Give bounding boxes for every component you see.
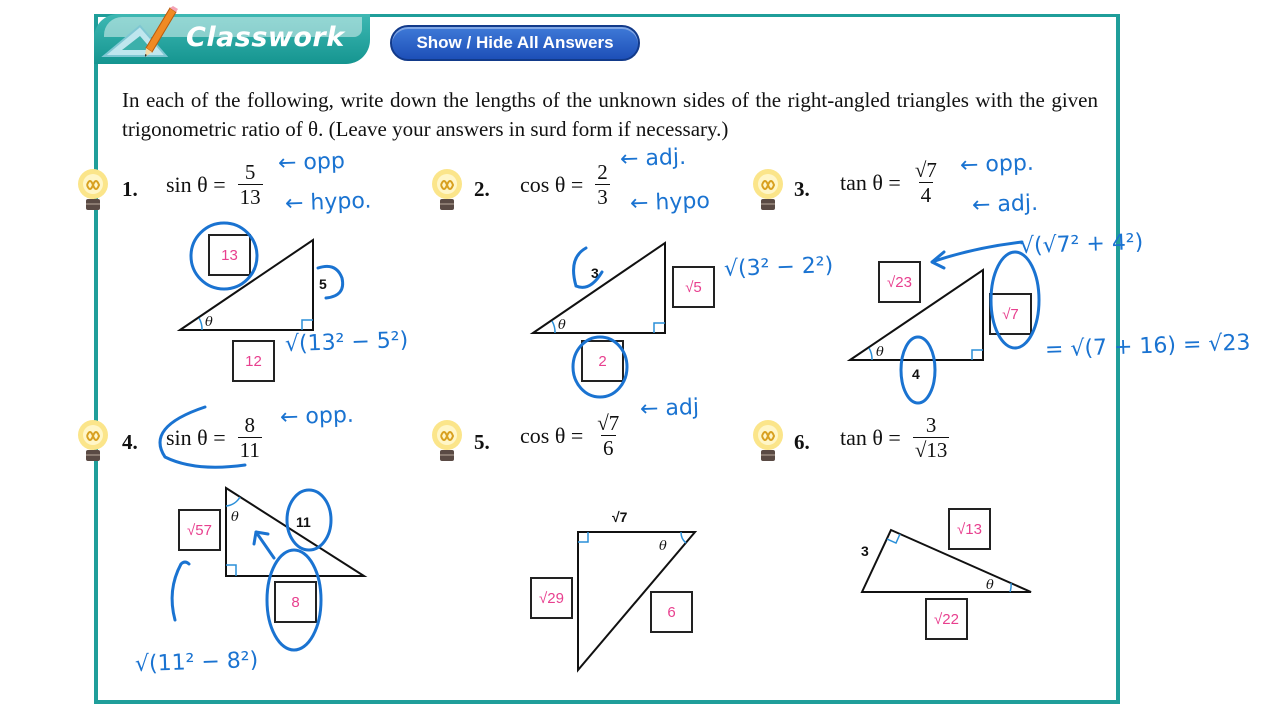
answer-box[interactable]: 6 <box>650 591 693 633</box>
equation-function: sin θ = <box>166 424 226 450</box>
question-number: 6. <box>794 430 810 454</box>
equation-function: cos θ = <box>520 171 584 197</box>
instructions-text: In each of the following, write down the lengths of the unknown sides of the right-angled triangles with the given trigonometric ratio of θ. (Leave your answers in surd form if necessary.) <box>122 88 1098 141</box>
svg-text:θ: θ <box>986 578 994 593</box>
hint-bulb-icon[interactable] <box>751 168 785 214</box>
question-number: 2. <box>474 177 490 201</box>
numerator: 2 <box>597 160 608 184</box>
annotation-q5-adj: ← adj <box>639 394 700 423</box>
annotation-q3-opp: ← opp. <box>959 150 1035 179</box>
answer-box[interactable]: √29 <box>530 577 573 619</box>
question-number: 3. <box>794 177 810 201</box>
side-label-given: 11 <box>296 514 311 530</box>
svg-text:θ: θ <box>205 315 213 330</box>
numerator: 5 <box>244 160 256 184</box>
answer-box[interactable]: √22 <box>925 598 968 640</box>
answer-box[interactable]: √23 <box>878 261 921 303</box>
annotation-q3-result: = √(7 + 16) = √23 <box>1044 330 1251 363</box>
denominator: 6 <box>603 436 614 460</box>
equation-function: sin θ = <box>166 171 226 197</box>
trig-equation <box>840 413 949 462</box>
hint-bulb-icon[interactable] <box>751 419 785 465</box>
svg-text:θ: θ <box>659 539 667 554</box>
denominator: 13 <box>239 185 261 209</box>
numerator: 8 <box>244 413 255 437</box>
denominator: 11 <box>239 438 260 462</box>
svg-text:θ: θ <box>558 318 566 333</box>
show-hide-answers-button[interactable]: Show / Hide All Answers <box>390 25 640 61</box>
denominator: 3 <box>597 185 608 209</box>
annotation-q2-adj: ← adj. <box>619 144 687 173</box>
annotation-q1-opp: ← opp <box>277 148 346 177</box>
equation-function: cos θ = <box>520 422 584 448</box>
fraction <box>913 158 939 207</box>
side-label-given: 4 <box>912 366 920 382</box>
fraction <box>595 160 610 209</box>
denominator: 4 <box>920 183 932 207</box>
side-label-given: √7 <box>612 509 628 525</box>
answer-box[interactable]: √7 <box>989 293 1032 335</box>
annotation-q4-opp: ← opp. <box>279 402 355 431</box>
hint-bulb-icon[interactable] <box>76 168 110 214</box>
hint-bulb-icon[interactable] <box>430 168 464 214</box>
annotation-q1-calc: √(13² − 5²) <box>284 327 409 358</box>
trig-equation <box>520 160 610 209</box>
answer-box[interactable]: 13 <box>208 234 251 276</box>
annotation-q4-calc: √(11² − 8²) <box>134 647 259 678</box>
fraction <box>595 411 621 460</box>
side-label-given: 3 <box>591 265 599 281</box>
numerator: √7 <box>914 158 937 182</box>
denominator: √13 <box>914 438 948 462</box>
svg-text:θ: θ <box>876 345 884 360</box>
numerator: 3 <box>925 413 937 437</box>
trig-equation <box>166 160 263 209</box>
fraction <box>913 413 950 462</box>
answer-box[interactable]: √13 <box>948 508 991 550</box>
trig-equation <box>166 413 262 462</box>
annotation-q1-hypo: ← hypo. <box>284 188 372 217</box>
answer-box[interactable]: 8 <box>274 581 317 623</box>
answer-box[interactable]: 12 <box>232 340 275 382</box>
hint-bulb-icon[interactable] <box>76 419 110 465</box>
answer-box[interactable]: √57 <box>178 509 221 551</box>
annotation-q3-calc: √(√7² + 4²) <box>1019 229 1144 260</box>
question-number: 5. <box>474 430 490 454</box>
page-title: Classwork <box>186 22 345 53</box>
fraction <box>238 413 262 462</box>
annotation-q2-calc: √(3² − 2²) <box>723 253 834 282</box>
annotation-q3-adj: ← adj. <box>971 190 1039 219</box>
trig-equation <box>840 158 939 207</box>
answer-box[interactable]: √5 <box>672 266 715 308</box>
hint-bulb-icon[interactable] <box>430 419 464 465</box>
pencil-icon <box>140 6 180 58</box>
svg-text:θ: θ <box>231 510 239 525</box>
side-label-given: 5 <box>319 276 327 292</box>
equation-function: tan θ = <box>840 424 901 450</box>
trig-equation <box>520 411 621 460</box>
question-number: 1. <box>122 177 138 201</box>
answer-box[interactable]: 2 <box>581 340 624 382</box>
fraction <box>238 160 263 209</box>
annotation-q2-hypo: ← hypo <box>629 188 711 217</box>
side-label-given: 3 <box>861 543 869 559</box>
question-number: 4. <box>122 430 138 454</box>
numerator: √7 <box>597 411 620 435</box>
equation-function: tan θ = <box>840 169 901 195</box>
